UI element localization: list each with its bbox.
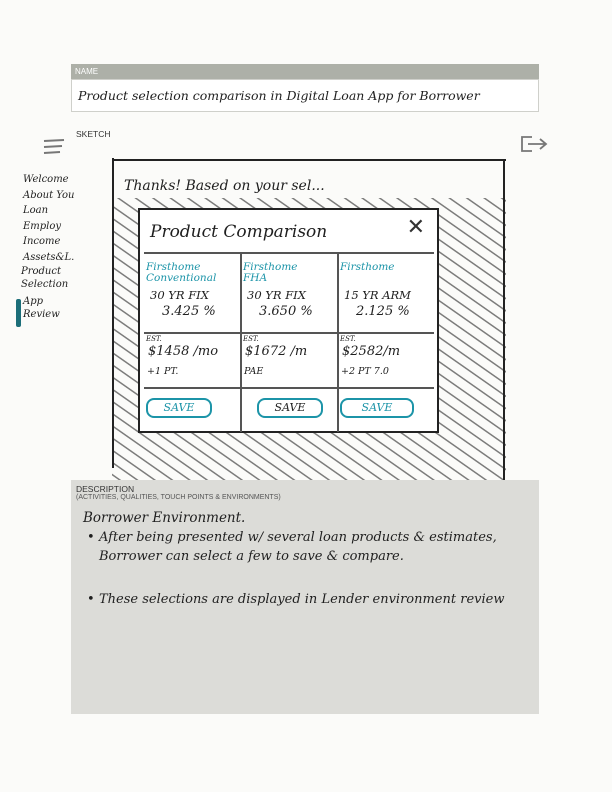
estimate-label: EST.	[243, 335, 259, 343]
sketch-label: SKETCH	[76, 129, 111, 139]
monthly-payment: $2582/m	[342, 344, 401, 359]
product-name: Firsthome	[340, 261, 395, 273]
product-column	[144, 252, 240, 432]
name-label: NAME	[71, 64, 539, 79]
product-name: Firsthome Conventional	[146, 261, 217, 284]
nav-item-product-selection[interactable]: Product Selection	[21, 266, 69, 290]
nav-item-about-you[interactable]: About You	[23, 189, 75, 201]
product-comparison-modal	[138, 208, 439, 433]
active-nav-marker	[16, 299, 21, 327]
comparison-grid	[144, 252, 434, 432]
product-points: +2 PT 7.0	[341, 366, 389, 377]
product-name: Firsthome FHA	[243, 261, 298, 284]
nav-item-welcome[interactable]: Welcome	[23, 174, 69, 185]
product-points: PAE	[244, 366, 264, 377]
product-points: +1 PT.	[147, 366, 179, 377]
description-bullet: • After being presented w/ several loan products & estimates, Borrower can select a few to save & compare.	[99, 528, 529, 566]
name-field	[71, 79, 539, 112]
description-bullet: • These selections are displayed in Lender environment review	[99, 590, 529, 609]
close-icon[interactable]: ✕	[406, 214, 425, 239]
nav-item-app-review[interactable]: App Review	[23, 296, 60, 320]
product-term: 30 YR FIX	[150, 288, 209, 302]
product-rate: 3.650 %	[259, 304, 313, 319]
nav-item-employ[interactable]: Employ	[23, 220, 62, 232]
background-message: Thanks! Based on your sel...	[124, 178, 325, 194]
save-button[interactable]: SAVE	[340, 398, 414, 418]
name-value: Product selection comparison in Digital Loan App for Borrower	[78, 88, 480, 103]
estimate-label: EST.	[340, 335, 356, 343]
description-heading: Borrower Environment.	[83, 510, 246, 526]
nav-item-income[interactable]: Income	[23, 236, 61, 247]
exit-icon	[518, 134, 550, 156]
product-rate: 3.425 %	[162, 304, 216, 319]
save-button[interactable]: SAVE	[257, 398, 323, 418]
product-rate: 2.125 %	[356, 304, 410, 319]
product-column	[241, 252, 337, 432]
monthly-payment: $1458 /mo	[148, 344, 219, 359]
nav-item-assets[interactable]: Assets&L.	[23, 251, 75, 263]
sidebar-nav	[23, 172, 93, 321]
product-column	[338, 252, 434, 432]
description-label: DESCRIPTION	[76, 484, 135, 494]
monthly-payment: $1672 /m	[245, 344, 308, 359]
product-term: 30 YR FIX	[247, 288, 306, 302]
save-button[interactable]: SAVE	[146, 398, 212, 418]
nav-item-loan[interactable]: Loan	[23, 205, 49, 216]
description-panel	[71, 480, 539, 714]
estimate-label: EST.	[146, 335, 162, 343]
product-term: 15 YR ARM	[344, 288, 411, 302]
description-sublabel: (ACTIVITIES, QUALITIES, TOUCH POINTS & ENVIRONMENTS)	[76, 494, 281, 501]
menu-icon	[40, 136, 70, 158]
modal-title: Product Comparison	[150, 222, 328, 242]
